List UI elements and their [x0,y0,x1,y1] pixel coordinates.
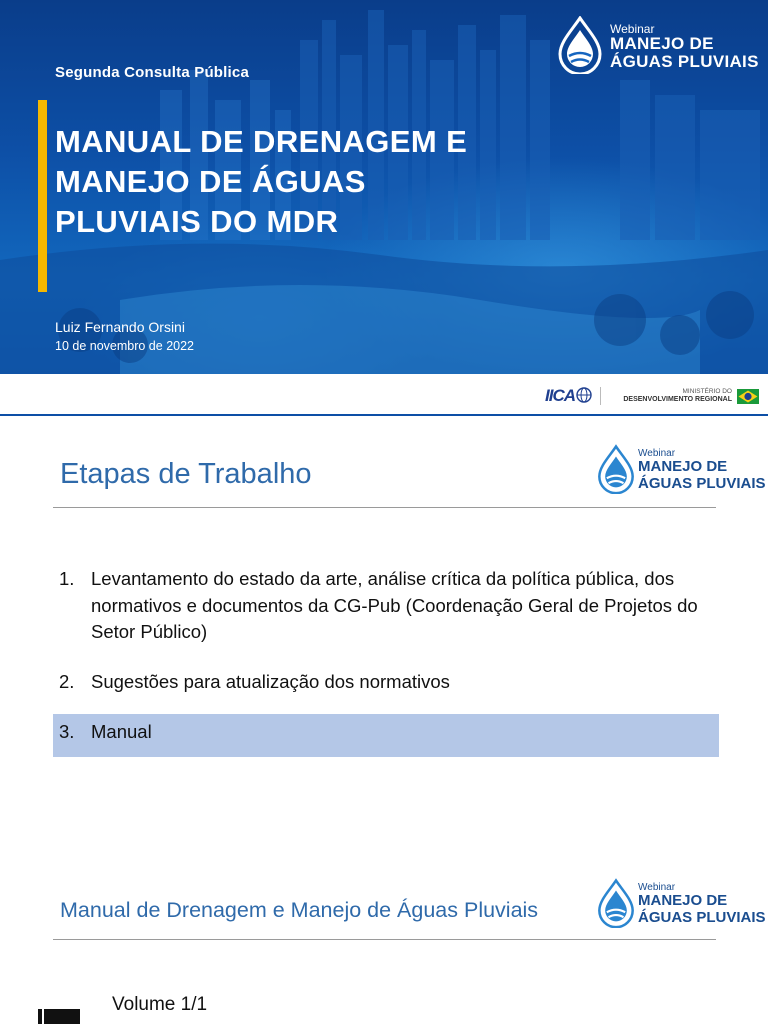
title-divider [53,507,716,508]
presentation-date: 10 de novembro de 2022 [55,339,194,353]
volume-label: Volume 1/1 [112,994,208,1015]
cover-footer-band [0,374,768,416]
webinar-logo [556,16,761,74]
ministry-name: DESENVOLVIMENTO REGIONAL [623,396,732,403]
list-item [53,566,719,646]
logo-webinar-label: Webinar [638,448,676,459]
iica-logo: IICA [545,386,575,405]
logo-webinar-label: Webinar [638,882,676,893]
globe-icon [576,387,592,403]
water-drop-icon [596,444,636,494]
step-number: 1. [59,568,75,589]
step-text: Manual [91,721,152,742]
logo-line-2: ÁGUAS PLUVIAIS [638,909,766,926]
footer-divider [600,387,601,405]
steps-list [53,566,719,757]
list-item [53,669,719,696]
slide-title: Manual de Drenagem e Manejo de Águas Pluviais [60,898,539,922]
step-text: Levantamento do estado da arte, análise crítica da política pública, dos normativos e documentos da CG-Pub (Coordenação Geral de Projetos do Setor Público) [91,568,698,642]
cover-slide [0,0,768,374]
cover-title-line: PLUVIAIS DO MDR [55,204,339,239]
step-text: Sugestões para atualização dos normativos [91,670,450,692]
cover-title-line: MANUAL DE DRENAGEM E [55,124,468,159]
manual-slide [0,856,768,1024]
book-graphic [38,1009,80,1024]
slide-title: Etapas de Trabalho [60,458,312,490]
logo-line-1: MANEJO DE [638,892,728,909]
webinar-logo [596,878,766,930]
ministry-label: MINISTÉRIO DO [682,388,732,395]
list-item-highlighted [53,714,719,757]
water-drop-icon [556,16,604,74]
title-divider [53,939,716,940]
logo-line-1: MANEJO DE [610,34,714,53]
cover-title [55,122,525,242]
logo-line-2: ÁGUAS PLUVIAIS [610,52,759,71]
author-name: Luiz Fernando Orsini [55,319,185,335]
webinar-logo [596,444,766,496]
logo-line-1: MANEJO DE [638,458,728,475]
work-stages-slide [0,416,768,856]
cover-title-line: MANEJO DE ÁGUAS [55,164,366,199]
water-drop-icon [596,878,636,928]
logo-webinar-label: Webinar [610,22,655,36]
accent-bar [38,100,47,292]
step-number: 3. [59,721,75,742]
cover-subtitle: Segunda Consulta Pública [55,64,249,81]
step-number: 2. [59,670,75,692]
brazil-flag-icon [737,389,759,404]
logo-line-2: ÁGUAS PLUVIAIS [638,475,766,492]
